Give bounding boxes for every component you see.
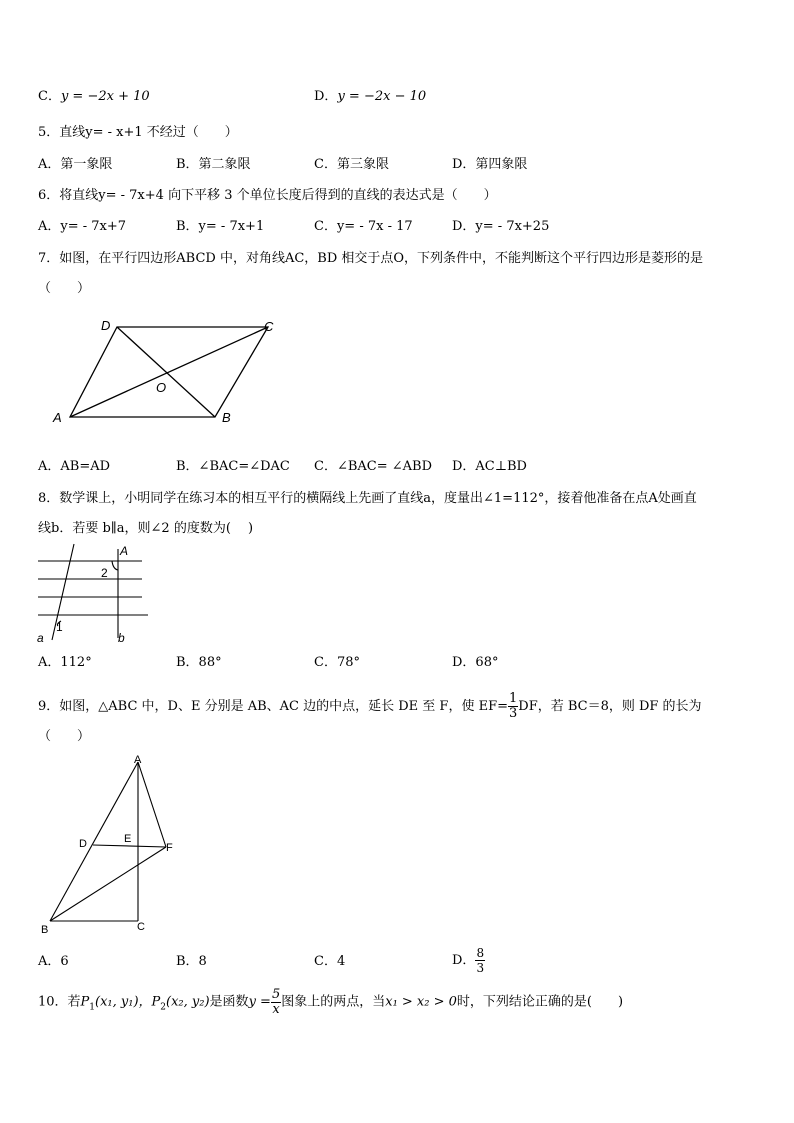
q7-stem: 7．如图，在平行四边形ABCD 中，对角线AC，BD 相交于点O，下列条件中，不能判断这个平行四边形是菱形的是 <box>38 251 704 266</box>
q9-option-d-num: 8 <box>476 946 485 960</box>
q8-option-c[interactable]: C．78° <box>314 655 360 670</box>
q8-stem-line2: 线b．若要 b∥a，则∠2 的度数为( ) <box>38 521 254 536</box>
q5-option-a[interactable]: A．第一象限 <box>38 157 113 172</box>
q4-option-d[interactable] <box>314 88 426 106</box>
q6-option-c[interactable]: C．y= - 7x - 17 <box>314 219 413 234</box>
q10-p1-sub: 1 <box>89 1002 96 1013</box>
q5-option-b[interactable]: B．第二象限 <box>176 157 251 172</box>
q5-option-c[interactable]: C．第三象限 <box>314 157 389 172</box>
q7-diagonal-ac <box>70 327 268 417</box>
q4-option-c-label: C． <box>38 89 61 104</box>
q8-option-a[interactable]: A．112° <box>38 655 92 670</box>
q9-stem <box>38 692 702 721</box>
q9-option-b[interactable]: B．8 <box>176 954 207 969</box>
q10-prefix: 10．若 <box>38 994 81 1010</box>
q9-stem-post: DF，若 BC＝8，则 DF 的长为 <box>518 699 702 714</box>
q7-label-d: D <box>101 318 111 333</box>
q8-option-d[interactable]: D．68° <box>452 655 499 670</box>
q10-func-den: x <box>272 1002 280 1017</box>
q10-func-lhs: y = <box>248 994 271 1010</box>
q7-stem-paren: （ ） <box>38 281 91 296</box>
q7-diagonal-bd <box>117 327 215 417</box>
q9-option-d[interactable] <box>452 946 485 975</box>
q10-condition: x₁ > x₂ > 0 <box>385 994 457 1010</box>
q9-segment-af <box>138 762 166 847</box>
q9-fraction <box>508 692 518 721</box>
q9-option-d-den: 3 <box>476 961 485 975</box>
q9-segment-df <box>93 845 166 847</box>
q5-stem: 5．直线y= - x+1 不经过（ ） <box>38 125 238 140</box>
q9-stem-pre: 9．如图，△ABC 中，D、E 分别是 AB、AC 边的中点，延长 DE 至 F，使 EF= <box>38 699 508 714</box>
q10-p1-args: (x₁, y₁)， <box>95 994 152 1010</box>
q6-option-b[interactable]: B．y= - 7x+1 <box>176 219 265 234</box>
q8-label-A: A <box>120 544 129 558</box>
q10-mid: 是函数 <box>209 994 249 1010</box>
q9-option-d-fraction <box>475 946 485 975</box>
q8-parallel-lines-figure <box>36 544 151 646</box>
q10-p2-sub: 2 <box>160 1002 167 1013</box>
q9-option-a[interactable]: A．6 <box>38 954 69 969</box>
q9-label-c: C <box>137 921 145 933</box>
q7-option-c[interactable]: C．∠BAC= ∠ABD <box>314 459 433 474</box>
q9-label-a: A <box>134 754 142 766</box>
q9-option-c[interactable]: C．4 <box>314 954 346 969</box>
q8-angle-2-arc <box>112 561 118 570</box>
q9-segment-bf <box>50 847 166 921</box>
q4-option-c[interactable] <box>38 88 150 106</box>
q10-func-num: 5 <box>271 987 281 1002</box>
q6-option-d[interactable]: D．y= - 7x+25 <box>452 219 550 234</box>
q9-triangle-figure <box>38 754 188 939</box>
q8-stem: 8．数学课上，小明同学在练习本的相互平行的横隔线上先画了直线a，度量出∠1=112°，接着他准备在点A处画直 <box>38 491 697 506</box>
q10-p1: P <box>80 994 90 1010</box>
q4-option-d-label: D． <box>314 89 338 104</box>
q10-p2-args: (x₂, y₂) <box>166 994 210 1010</box>
q9-fraction-den: 3 <box>508 706 518 721</box>
q10-post: 图象上的两点，当 <box>281 994 386 1010</box>
q8-label-1: 1 <box>56 620 63 634</box>
q7-label-o: O <box>156 380 167 395</box>
q10-p2: P <box>151 994 161 1010</box>
q7-option-b[interactable]: B．∠BAC=∠DAC <box>176 459 290 474</box>
q9-fraction-num: 1 <box>508 691 518 706</box>
q7-label-b: B <box>222 410 231 425</box>
q7-label-a: A <box>53 410 62 425</box>
q9-label-d: D <box>79 838 87 850</box>
q8-label-b: b <box>118 631 125 645</box>
q5-option-d[interactable]: D．第四象限 <box>452 157 528 172</box>
q9-label-b: B <box>41 924 49 936</box>
q10-stem <box>38 988 623 1017</box>
q7-option-d[interactable]: D．AC⊥BD <box>452 459 527 474</box>
q8-option-b[interactable]: B．88° <box>176 655 222 670</box>
q10-tail: 时，下列结论正确的是( ) <box>456 994 624 1010</box>
q8-label-a: a <box>37 631 44 645</box>
q10-func-fraction <box>271 988 281 1017</box>
q7-option-a[interactable]: A．AB=AD <box>38 459 111 474</box>
q7-label-c: C <box>264 319 274 334</box>
q4-option-c-expr: y = −2x + 10 <box>60 89 150 104</box>
q9-label-e: E <box>124 833 132 845</box>
q9-stem-paren: （ ） <box>38 729 91 744</box>
q4-option-d-expr: y = −2x − 10 <box>337 89 427 104</box>
q9-label-f: F <box>166 842 173 854</box>
q8-label-2: 2 <box>101 566 108 580</box>
q6-stem: 6．将直线y= - 7x+4 向下平移 3 个单位长度后得到的直线的表达式是（ ） <box>38 188 497 203</box>
q7-parallelogram-figure <box>40 312 290 432</box>
q9-option-d-label: D． <box>452 953 476 968</box>
q6-option-a[interactable]: A．y= - 7x+7 <box>38 219 127 234</box>
